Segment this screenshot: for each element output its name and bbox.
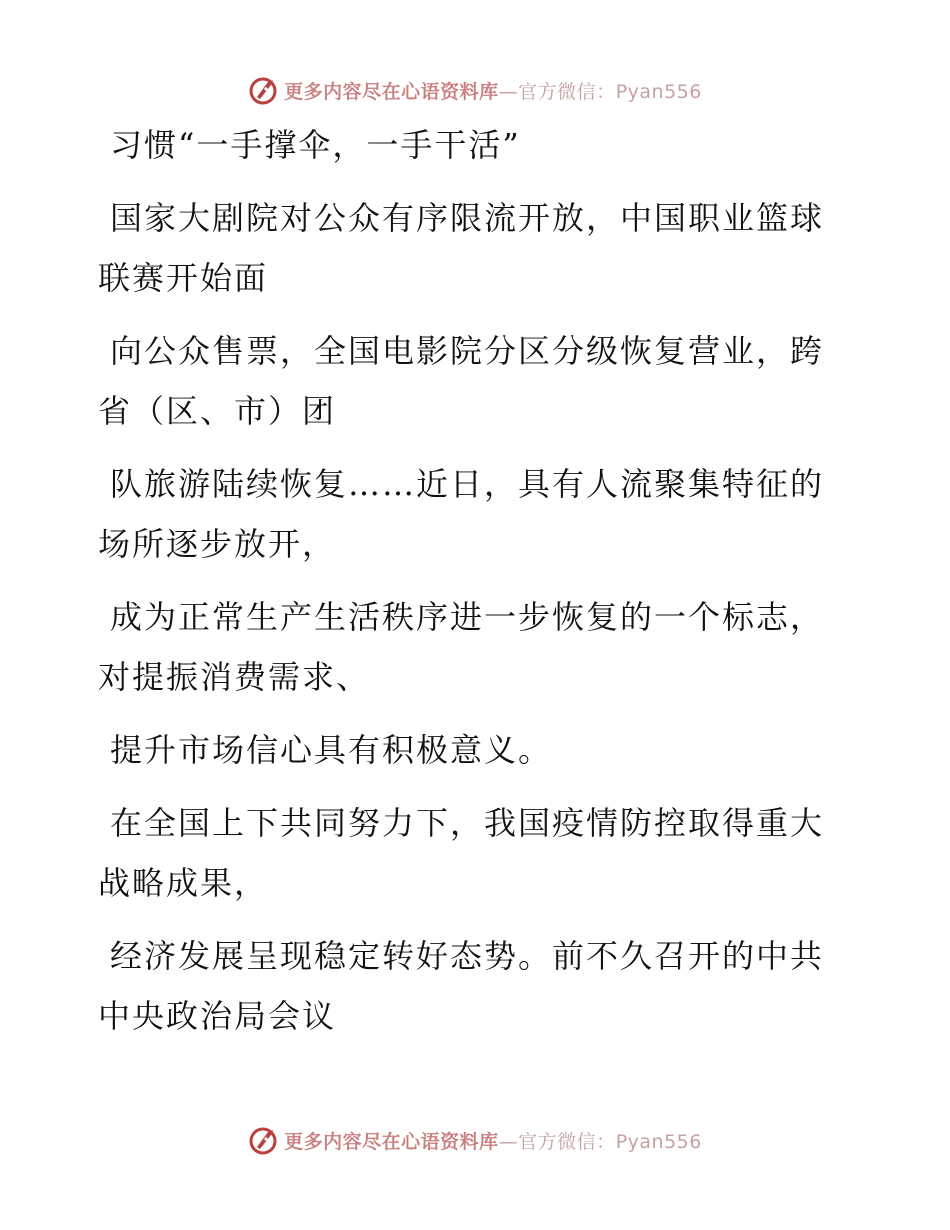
header-watermark (0, 70, 950, 110)
footer-watermark (0, 1120, 950, 1160)
watermark-primary: 更多内容尽在心语资料库 (284, 1130, 499, 1153)
paragraph-continuation: 联赛开始面 (98, 259, 269, 297)
paragraph-continuation: 场所逐步放开， (98, 525, 337, 563)
paragraph (98, 926, 838, 1046)
paragraph-first-line: 队旅游陆续恢复……近日，具有人流聚集特征的 (110, 465, 825, 503)
paragraph-first-line: 在全国上下共同努力下，我国疫情防控取得重大 (110, 804, 825, 842)
pen-nib-circle-icon (248, 1124, 280, 1156)
paragraph-continuation: 战略成果， (98, 864, 269, 902)
paragraph (98, 188, 838, 308)
paragraph (98, 115, 838, 175)
paragraph-first-line: 成为正常生产生活秩序进一步恢复的一个标志， (110, 598, 825, 636)
paragraph (98, 720, 838, 780)
watermark-handle: Pyan556 (615, 1130, 702, 1153)
paragraph-first-line: 提升市场信心具有积极意义。 (110, 731, 553, 769)
paragraph-first-line: 经济发展呈现稳定转好态势。前不久召开的中共 (110, 937, 825, 975)
watermark-secondary: —官方微信： (498, 80, 616, 103)
paragraph-first-line: 向公众售票，全国电影院分区分级恢复营业，跨 (110, 332, 825, 370)
paragraph-first-line: 习惯“一手撑伞，一手干活” (110, 126, 521, 164)
paragraph (98, 454, 838, 574)
watermark-primary: 更多内容尽在心语资料库 (284, 80, 499, 103)
paragraph (98, 793, 838, 913)
watermark-secondary: —官方微信： (498, 1130, 616, 1153)
paragraph-continuation: 中央政治局会议 (98, 997, 337, 1035)
watermark-text (284, 1127, 702, 1154)
watermark-text (284, 77, 702, 104)
paragraph-continuation: 对提振消费需求、 (98, 658, 371, 696)
document-body (98, 115, 838, 1059)
watermark-handle: Pyan556 (615, 80, 702, 103)
paragraph-first-line: 国家大剧院对公众有序限流开放，中国职业篮球 (110, 199, 825, 237)
paragraph-continuation: 省（区、市）团 (98, 392, 337, 430)
pen-nib-circle-icon (248, 74, 280, 106)
paragraph (98, 321, 838, 441)
paragraph (98, 587, 838, 707)
